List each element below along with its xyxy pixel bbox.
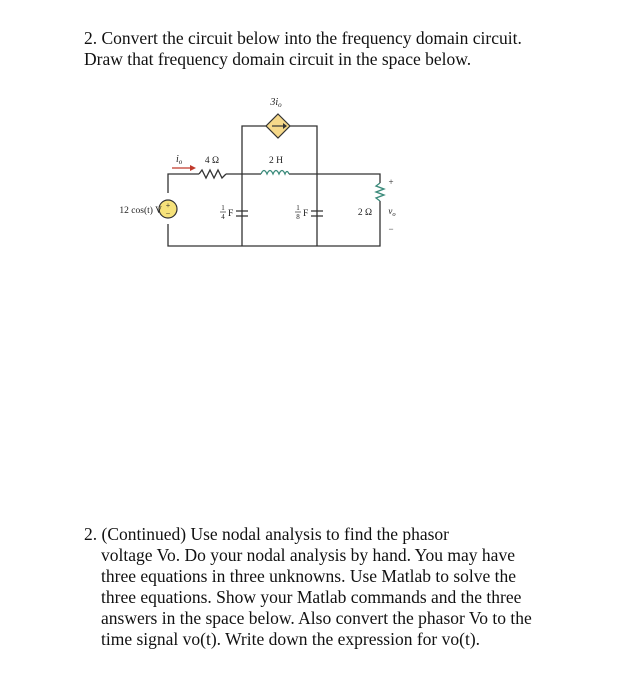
cap1-numerator: 1 xyxy=(221,204,225,212)
resistor-2ohm-label: 2 Ω xyxy=(357,208,372,218)
inductor-label: 2 H xyxy=(269,156,283,166)
question-2-text xyxy=(84,524,544,650)
vo-label: $v_o$ xyxy=(388,206,396,218)
question-2-lead: (Continued) Use nodal analysis to find the phasor xyxy=(101,524,450,544)
wire-source-bottom xyxy=(165,201,380,246)
current-arrow-head xyxy=(190,165,196,171)
cap1-unit: F xyxy=(228,209,234,219)
wire-dep-left xyxy=(242,126,266,246)
wire-r2-top xyxy=(317,174,380,183)
current-label: $i_o$ xyxy=(176,154,183,166)
question-2-number: 2. xyxy=(84,524,98,544)
question-1-body: Convert the circuit below into the frequency domain circuit. Draw that frequency domain circuit in the space below. xyxy=(84,28,522,69)
resistor-4ohm xyxy=(199,170,226,178)
cap2-denominator: 8 xyxy=(296,213,300,221)
vo-plus-sign: + xyxy=(388,177,394,187)
question-2-first-line xyxy=(84,524,544,545)
circuit-diagram xyxy=(0,0,624,300)
source-label: 12 cos(t) V xyxy=(119,206,162,216)
cap2-numerator: 1 xyxy=(296,204,300,212)
vo-minus-sign: − xyxy=(388,224,394,234)
question-1-number: 2. xyxy=(84,28,98,48)
wire-source-top xyxy=(168,174,199,193)
source-minus-sign: − xyxy=(165,209,171,218)
source-plus-sign: + xyxy=(165,201,171,210)
resistor-2ohm xyxy=(376,183,384,201)
resistor-4ohm-label: 4 Ω xyxy=(204,156,220,166)
question-2-body: voltage Vo. Do your nodal analysis by hand. You may have three equations in three unknowns. Use Matlab to solve the three equations. Show your Matlab commands and the three answers in the space below. Also convert the phasor Vo to the time signal vo(t). Write down the expression for vo(t). xyxy=(101,545,532,649)
cap2-unit: F xyxy=(303,209,309,219)
dependent-source-label: $3i_o$ xyxy=(270,97,282,109)
wire-dep-right xyxy=(290,126,317,246)
cap1-denominator: 4 xyxy=(221,213,225,221)
inductor-2h xyxy=(261,171,289,175)
